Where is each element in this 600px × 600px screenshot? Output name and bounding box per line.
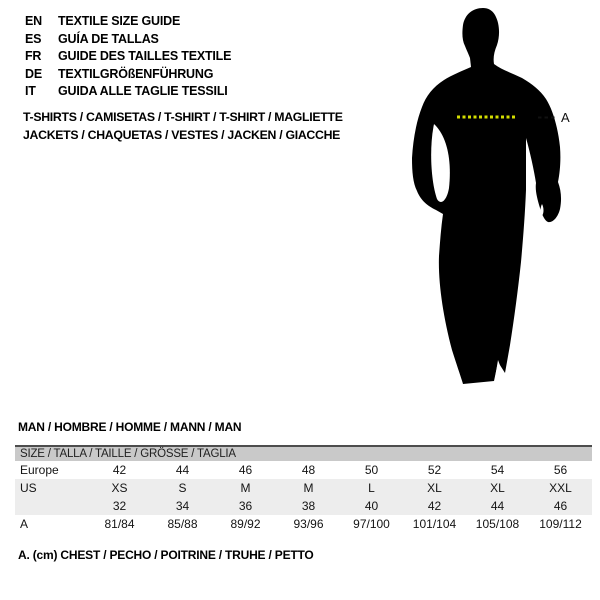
size-cell: XL [427, 481, 442, 495]
language-title: GUIDA ALLE TAGLIE TESSILI [58, 84, 228, 98]
language-code: IT [25, 84, 36, 98]
size-table [15, 445, 592, 533]
size-cell: 50 [364, 463, 379, 477]
size-cell: 34 [175, 499, 190, 513]
table-row-us-letters [15, 479, 592, 497]
size-cell: 42 [427, 499, 442, 513]
language-code: DE [25, 66, 42, 81]
size-cell: 38 [301, 499, 316, 513]
size-cell: 44 [175, 463, 190, 477]
row-label: A [20, 517, 29, 531]
size-cell: 42 [112, 463, 127, 477]
size-cell: 89/92 [230, 517, 261, 531]
table-row-europe [15, 461, 592, 479]
size-cell: S [178, 481, 187, 495]
row-label [15, 497, 88, 515]
size-cell: 36 [238, 499, 253, 513]
size-cell: 97/100 [353, 517, 390, 531]
language-row-en [25, 13, 231, 31]
measure-label-a: A [561, 110, 570, 125]
row-label: Europe [20, 463, 59, 477]
language-row-es [25, 31, 231, 49]
size-cell: 54 [490, 463, 505, 477]
size-cell: L [368, 481, 375, 495]
language-title: GUIDE DES TAILLES TEXTILE [58, 49, 232, 63]
category-list [23, 109, 343, 144]
man-silhouette-figure [405, 0, 585, 400]
table-row-us-numbers [15, 497, 592, 515]
man-body-shape [412, 8, 561, 384]
size-cell: 46 [553, 499, 568, 513]
size-cell: 105/108 [475, 517, 520, 531]
size-cell: XL [490, 481, 505, 495]
row-label: US [20, 481, 37, 495]
language-code: FR [25, 49, 42, 63]
table-row-chest-a [15, 515, 592, 533]
size-cell: 85/88 [167, 517, 198, 531]
category-line-tshirts: T-SHIRTS / CAMISETAS / T-SHIRT / T-SHIRT / MAGLIETTE [23, 110, 343, 124]
size-cell: 32 [112, 499, 127, 513]
size-cell: 81/84 [104, 517, 135, 531]
language-title: GUÍA DE TALLAS [58, 31, 159, 46]
size-cell: 40 [364, 499, 379, 513]
category-line-jackets: JACKETS / CHAQUETAS / VESTES / JACKEN / GIACCHE [23, 127, 341, 142]
size-cell: 93/96 [293, 517, 324, 531]
language-row-fr [25, 48, 231, 66]
size-cell: M [303, 481, 314, 495]
language-title: TEXTILGRÖßENFÜHRUNG [58, 66, 214, 81]
size-cell: 48 [301, 463, 316, 477]
language-row-de [25, 66, 231, 84]
language-title: TEXTILE SIZE GUIDE [58, 14, 181, 28]
size-table-header: SIZE / TALLA / TAILLE / GRÖSSE / TAGLIA [15, 445, 592, 461]
size-cell: 56 [553, 463, 568, 477]
size-cell: 46 [238, 463, 253, 477]
language-list [25, 13, 231, 101]
size-cell: XS [111, 481, 128, 495]
size-cell: 52 [427, 463, 442, 477]
section-title-man: MAN / HOMBRE / HOMME / MANN / MAN [18, 420, 242, 434]
language-code: ES [25, 31, 42, 46]
size-cell: 101/104 [412, 517, 457, 531]
language-code: EN [25, 14, 42, 28]
size-cell: XXL [549, 481, 572, 495]
size-cell: M [240, 481, 251, 495]
size-cell: 44 [490, 499, 505, 513]
language-row-it [25, 83, 231, 101]
size-cell: 109/112 [539, 517, 582, 531]
measurement-footnote: A. (cm) CHEST / PECHO / POITRINE / TRUHE / PETTO [18, 548, 314, 562]
